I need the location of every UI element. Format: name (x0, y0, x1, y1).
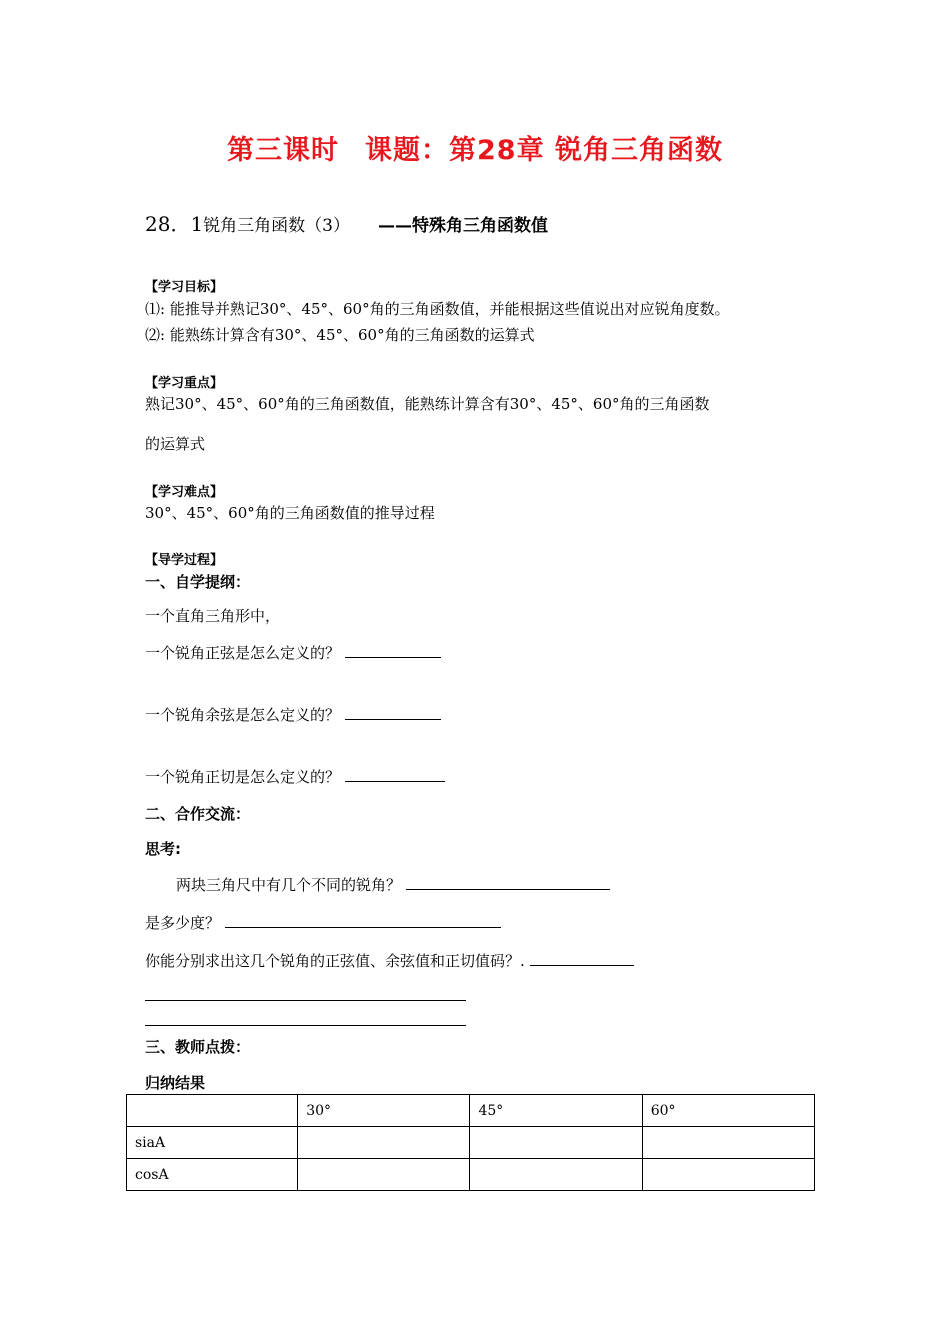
summary-table (126, 1094, 815, 1191)
summary-title: 归纳结果 (145, 1074, 206, 1092)
table-row-label: cosA (127, 1159, 298, 1191)
table-header-cell (127, 1095, 298, 1127)
answer-blank-values[interactable] (530, 949, 634, 966)
table-header-row (127, 1095, 815, 1127)
answer-blank-sine[interactable] (345, 641, 441, 658)
answer-blank-angles[interactable] (406, 873, 610, 890)
objectives-heading: 【学习目标】 (145, 280, 224, 295)
question-cosine (145, 703, 441, 725)
question-cosine-text: 一个锐角余弦是怎么定义的？ (145, 706, 341, 724)
table-cell[interactable] (470, 1159, 642, 1191)
table-cell[interactable] (470, 1127, 642, 1159)
answer-blank-degrees[interactable] (225, 911, 501, 928)
question-degrees (145, 911, 501, 933)
question-sine-text: 一个锐角正弦是怎么定义的？ (145, 644, 341, 662)
section-3-title: 三、教师点拨： (145, 1038, 251, 1056)
page-title (0, 128, 950, 167)
table-cell[interactable] (642, 1127, 814, 1159)
answer-blank-tangent[interactable] (345, 765, 445, 782)
answer-blank-cosine[interactable] (345, 703, 441, 720)
table-cell[interactable] (298, 1159, 470, 1191)
section-topic: ——特殊角三角函数值 (378, 216, 549, 236)
section-1-title: 一、自学提纲： (145, 573, 251, 591)
table-cell[interactable] (298, 1127, 470, 1159)
answer-line-1[interactable] (145, 1000, 466, 1001)
question-sine (145, 641, 441, 663)
question-tangent-text: 一个锐角正切是怎么定义的？ (145, 768, 341, 786)
objective-item-1: ⑴: 能推导并熟记30°、45°、60°角的三角函数值，并能根据这些值说出对应锐角度数。 (145, 300, 730, 318)
key-points-heading: 【学习重点】 (145, 376, 224, 391)
answer-line-2[interactable] (145, 1025, 466, 1026)
section-name: 锐角三角函数（3） (203, 216, 351, 236)
table-header-cell: 30° (298, 1095, 470, 1127)
key-points-line-1: 熟记30°、45°、60°角的三角函数值，能熟练计算含有30°、45°、60°角的三角函数 (145, 395, 710, 413)
lesson-topic: 课题：第28章 锐角三角函数 (365, 135, 723, 166)
difficulties-heading: 【学习难点】 (145, 485, 224, 500)
lesson-number: 第三课时 (227, 135, 339, 166)
section-number: 28．1 (145, 212, 204, 236)
question-angles-text: 两块三角尺中有几个不同的锐角？ (176, 876, 402, 894)
difficulties-text: 30°、45°、60°角的三角函数值的推导过程 (145, 504, 435, 522)
question-values-text: 你能分别求出这几个锐角的正弦值、余弦值和正切值码？. (145, 952, 525, 970)
section-subtitle (145, 208, 548, 237)
table-header-cell: 60° (642, 1095, 814, 1127)
question-values (145, 949, 634, 971)
section-1-intro: 一个直角三角形中， (145, 607, 281, 625)
table-row (127, 1159, 815, 1191)
table-row-label: siaA (127, 1127, 298, 1159)
question-tangent (145, 765, 445, 787)
table-row (127, 1127, 815, 1159)
table-cell[interactable] (642, 1159, 814, 1191)
table-header-cell: 45° (470, 1095, 642, 1127)
process-heading: 【导学过程】 (145, 553, 224, 568)
question-angles (176, 873, 610, 895)
objective-item-2: ⑵: 能熟练计算含有30°、45°、60°角的三角函数的运算式 (145, 326, 535, 344)
think-label: 思考: (145, 840, 181, 858)
key-points-line-2: 的运算式 (145, 435, 206, 453)
section-2-title: 二、合作交流： (145, 805, 251, 823)
question-degrees-text: 是多少度？ (145, 914, 221, 932)
